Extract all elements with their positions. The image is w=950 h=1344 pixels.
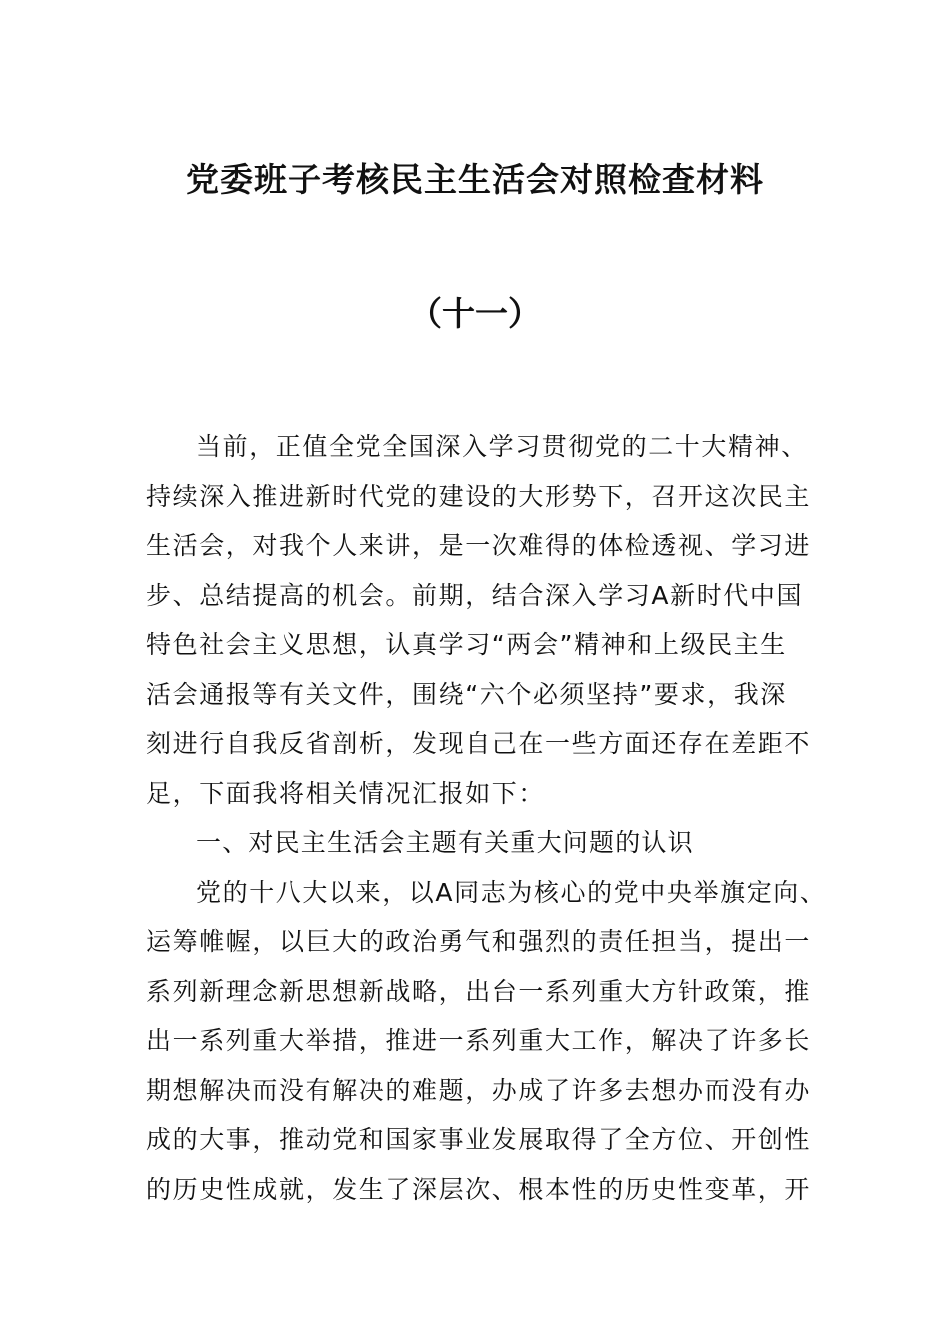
section-heading: 一、对民主生活会主题有关重大问题的认识	[196, 828, 694, 857]
text-line: 的历史性成就，发生了深层次、根本性的历史性变革，开	[146, 1174, 812, 1204]
text-line: 系列新理念新思想新战略，出台一系列重大方针政策，推	[146, 976, 812, 1006]
text-line: 持续深入推进新时代党的建设的大形势下，召开这次民主	[146, 481, 812, 511]
text-line: 活会通报等有关文件，围绕“六个必须坚持”要求，我深	[146, 679, 787, 709]
text-line: 运筹帷幄，以巨大的政治勇气和强烈的责任担当，提出一	[146, 927, 812, 956]
text-line: 当前，正值全党全国深入学习贯彻党的二十大精神、	[196, 432, 808, 461]
text-line: 特色社会主义思想，认真学习“两会”精神和上级民主生	[146, 630, 787, 659]
document-body	[146, 422, 827, 1214]
text-line: 刻进行自我反省剖析，发现自己在一些方面还存在差距不	[146, 729, 812, 758]
text-line: 步、总结提高的机会。前期，结合深入学习A新时代中国	[146, 580, 804, 610]
document-title: 党委班子考核民主生活会对照检查材料	[186, 160, 764, 199]
text-line: 出一系列重大举措，推进一系列重大工作，解决了许多长	[146, 1026, 812, 1055]
text-line: 足，下面我将相关情况汇报如下：	[146, 778, 546, 808]
text-line: 党的十八大以来，以A同志为核心的党中央举旗定向、	[196, 877, 827, 907]
document-subtitle: （十一）	[409, 294, 541, 333]
text-line: 成的大事，推动党和国家事业发展取得了全方位、开创性	[146, 1125, 812, 1154]
text-line: 期想解决而没有解决的难题，办成了许多去想办而没有办	[146, 1075, 812, 1105]
text-line: 生活会，对我个人来讲，是一次难得的体检透视、学习进	[146, 531, 812, 560]
